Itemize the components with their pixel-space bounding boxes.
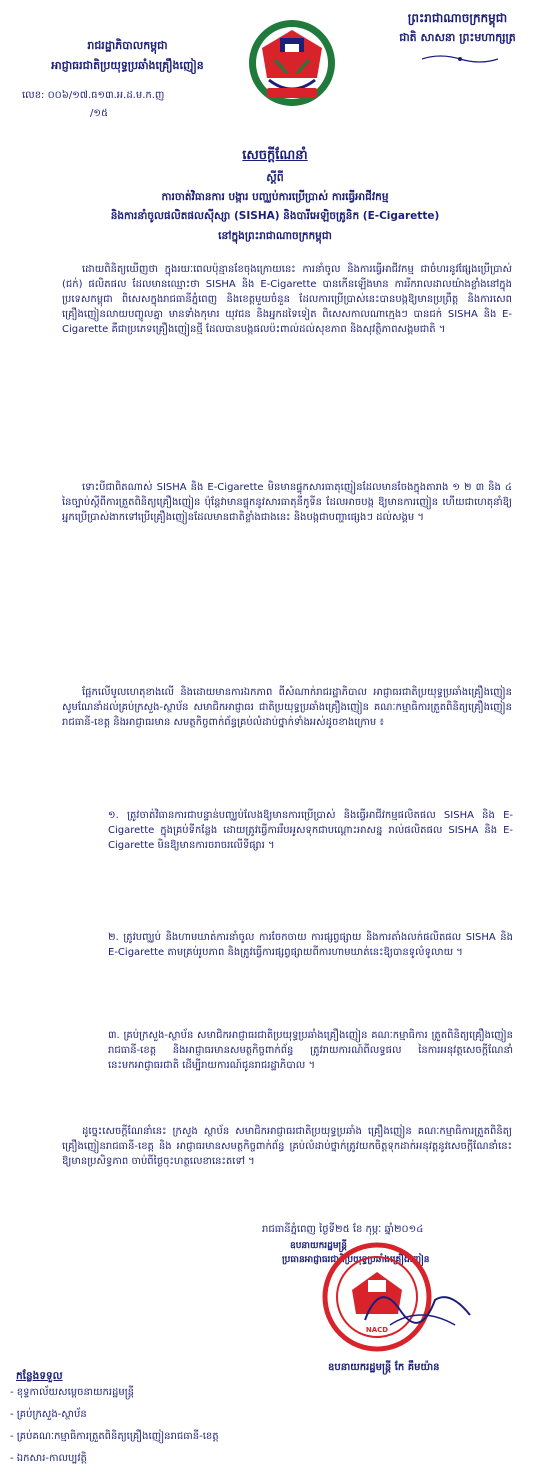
kingdom-name: ព្រះរាជាណាចក្រកម្ពុជា <box>407 11 508 25</box>
list-item-3 <box>108 1028 513 1118</box>
paragraph-2 <box>62 480 512 670</box>
recipient-label: ខុទ្ទកាល័យសម្តេចនាយករដ្ឋមន្ត្រី <box>16 1387 135 1398</box>
paragraph-1-text: ដោយពិនិត្យឃើញថា ក្នុងរយៈពេលប៉ុន្មានខែចុងក្រោយនេះ ការនាំចូល និងការធ្វើអាជីវកម្ម ជាចំហរនូវផ្សែងប្រើប្រាស់ (ជក់) ផលិតផល ដែលមានឈ្មោះថា SISHA និង E-Cigarette បានកើនឡើងមាន ការរីករាលដាលយ៉ាងខ្លាំងនៅក្នុងប្រទេសកម្ពុជា ពិសេសក្នុងរាជធានីភ្នំពេញ និងខេត្តមួយចំនួន ដែលការប្រើប្រាស់នេះបានបង្កឱ្យមានប្រព្រឹត្ត និងការសេពគ្រឿងញៀនលាយបញ្ចូលគ្នា មានទាំងកុមារ យុវជន និងអ្នកដទៃទៀត ពិសេសកាលណាក្មេងៗ បានជក់ SISHA និង E-Cigarette គឺជាប្រភេទគ្រឿងញៀនថ្មី ដែលបានបង្កផលប៉ះពាល់ដល់សុខភាព និងសុវត្ថិភាពសង្គមជាតិ ។ <box>62 264 512 335</box>
recipient-label: គ្រប់ក្រសួង-ស្ថាប័ន <box>16 1409 87 1420</box>
paragraph-1 <box>62 262 512 472</box>
recipient-item: - គ្រប់ក្រសួង-ស្ថាប័ន <box>10 1409 87 1420</box>
paragraph-3-text: ផ្អែកលើមូលហេតុខាងលើ និងដោយមានការឯកភាព ពីសំណាក់រាជរដ្ឋាភិបាល អាជ្ញាធរជាតិប្រយុទ្ធប្រឆាំងគ្រឿងញៀន សូមណែនាំដល់គ្រប់ក្រសួង-ស្ថាប័ន សមាជិកអាជ្ញាធរ ជាតិប្រយុទ្ធប្រឆាំងគ្រឿងញៀន គណៈកម្មាធិការត្រួតពិនិត្យគ្រឿងញៀនរាជធានី-ខេត្ត និងអាជ្ញាធរមាន សមត្ថកិច្ចពាក់ព័ន្ធគ្រប់លំដាប់ថ្នាក់ទាំងអស់ដូចខាងក្រោម ៖ <box>62 687 512 728</box>
government-name: រាជរដ្ឋាភិបាលកម្ពុជា <box>87 39 168 52</box>
recipients-heading: កន្លែងទទួល <box>16 1370 63 1382</box>
handwritten-signature <box>360 1270 480 1340</box>
recipient-item: - ខុទ្ទកាល័យសម្តេចនាយករដ្ឋមន្ត្រី <box>10 1387 135 1398</box>
list-item-2 <box>108 930 513 1020</box>
title-sub: ស្តីពី <box>266 171 284 184</box>
national-motto: ជាតិ សាសនា ព្រះមហាក្សត្រ <box>399 31 516 44</box>
title-line-2: និងការនាំចូលផលិតផលស៊ីស្សា (SISHA) និងបារីអេឡិចត្រូនិក (E-Cigarette) <box>110 210 440 222</box>
recipient-item: - គ្រប់គណៈកម្មាធិការត្រួតពិនិត្យគ្រឿងញៀនរាជធានី-ខេត្ត <box>10 1431 219 1442</box>
signature-icon <box>360 1270 480 1340</box>
paragraph-4 <box>62 1124 512 1214</box>
recipient-item: - ឯកសារ-កាលប្បវត្តិ <box>10 1453 87 1464</box>
recipient-label: ឯកសារ-កាលប្បវត្តិ <box>16 1453 87 1464</box>
date-line: រាជធានីភ្នំពេញ ថ្ងៃទី២៥ ខែ កុម្ភៈ ឆ្នាំ២០១៤ <box>262 1224 424 1235</box>
seal-inner-code: NACD <box>365 1326 389 1334</box>
authority-name: អាជ្ញាធរជាតិប្រយុទ្ធប្រឆាំងគ្រឿងញៀន <box>51 59 204 72</box>
recipients-list <box>10 1382 310 1470</box>
paragraph-2-text: ទោះបីជាពិតណាស់ SISHA និង E-Cigarette មិនមានផ្ទុកសារធាតុញៀនដែលមានចែងក្នុងតារាង ១ ២ ៣ និង ៤ នៃច្បាប់ស្តីពីការត្រួតពិនិត្យគ្រឿងញៀន ប៉ុន្តែវាមានផ្ទុកនូវសារធាតុនីកូទីន ដែលអាចបង្ក ឱ្យមានការញៀន ហើយជាហេតុនាំឱ្យអ្នកប្រើប្រាស់ងាកទៅប្រើគ្រឿងញៀនដែលមានជាតិខ្លាំងជាងនេះ និងបង្កជាបញ្ហាផ្សេងៗ ដល់សង្គម ។ <box>62 482 512 523</box>
recipient-label: គ្រប់គណៈកម្មាធិការត្រួតពិនិត្យគ្រឿងញៀនរាជធានី-ខេត្ត <box>16 1431 219 1442</box>
authority-emblem-icon <box>247 18 337 108</box>
list-item-2-text: ២. ត្រូវបញ្ឈប់ និងហាមឃាត់ការនាំចូល ការចែកចាយ ការផ្សព្វផ្សាយ និងការតាំងលក់ផលិតផល SISHA និង E-Cigarette តាមគ្រប់រូបភាព និងត្រូវធ្វើការផ្សព្វផ្សាយពីការហាមឃាត់នេះឱ្យបានទូលំទូលាយ ។ <box>108 932 513 958</box>
authority-logo <box>247 18 337 108</box>
signature-title: ប្រធានអាជ្ញាធរជាតិប្រយុទ្ធប្រឆាំងគ្រឿងញៀន <box>282 1255 430 1265</box>
motto-ornament <box>420 50 500 62</box>
signatory-name: ឧបនាយករដ្ឋមន្ត្រី កែ គឹមយ៉ាន <box>328 1362 440 1373</box>
reference-suffix: /១៥ <box>90 108 109 119</box>
list-item-3-text: ៣. គ្រប់ក្រសួង-ស្ថាប័ន សមាជិកអាជ្ញាធរជាតិប្រយុទ្ធប្រឆាំងគ្រឿងញៀន គណៈកម្មាធិការ ត្រួតពិនិត្យគ្រឿងញៀនរាជធានី-ខេត្ត និងអាជ្ញាធរមានសមត្ថកិច្ចពាក់ព័ន្ធ ត្រូវរាយការណ៍ពីលទ្ធផល នៃការអនុវត្តសេចក្តីណែនាំនេះមកអាជ្ញាធរជាតិ ដើម្បីរាយការណ៍ជូនរាជរដ្ឋាភិបាល ។ <box>108 1030 513 1071</box>
document-title: សេចក្តីណែនាំ <box>242 148 308 163</box>
signature-subtitle: ឧបនាយករដ្ឋមន្ត្រី <box>290 1241 347 1251</box>
list-item-1-text: ១. ត្រូវចាត់វិធានការជាបន្ទាន់បញ្ឈប់លែងឱ្យមានការប្រើប្រាស់ និងធ្វើអាជីវកម្មផលិតផល SISHA និង E-Cigarette ក្នុងគ្រប់ទីកន្លែង ដោយត្រូវធ្វើការរឹបអូសទុកជាបណ្តោះអាសន្ន រាល់ផលិតផល SISHA និង E-Cigarette មិនឱ្យមានការចរាចរលើទីផ្សារ ។ <box>108 810 513 851</box>
title-line-1: ការចាត់វិធានការ បង្ការ បញ្ឈប់ការប្រើប្រាស់ ការធ្វើអាជីវកម្ម <box>161 191 389 203</box>
reference-number: លេខ: ០០៦/១៧.ធ១៣.អ.ដ.ម.ក.ញ <box>22 90 165 101</box>
list-item-1 <box>108 808 513 918</box>
title-line-3: នៅក្នុងព្រះរាជាណាចក្រកម្ពុជា <box>218 230 332 242</box>
paragraph-3 <box>62 685 512 785</box>
ornament-icon <box>420 53 500 65</box>
paragraph-4-text: ដូច្នេះសេចក្តីណែនាំនេះ ក្រសួង ស្ថាប័ន សមាជិកអាជ្ញាធរជាតិប្រយុទ្ធប្រឆាំង គ្រឿងញៀន គណៈកម្មាធិការត្រួតពិនិត្យគ្រឿងញៀនរាជធានី-ខេត្ត និង អាជ្ញាធរមានសមត្ថកិច្ចពាក់ព័ន្ធ គ្រប់លំដាប់ថ្នាក់ត្រូវយកចិត្តទុកដាក់អនុវត្តនូវសេចក្តីណែនាំនេះឱ្យមានប្រសិទ្ធភាព ចាប់ពីថ្ងៃចុះហត្ថលេខានេះតទៅ ។ <box>62 1126 512 1167</box>
